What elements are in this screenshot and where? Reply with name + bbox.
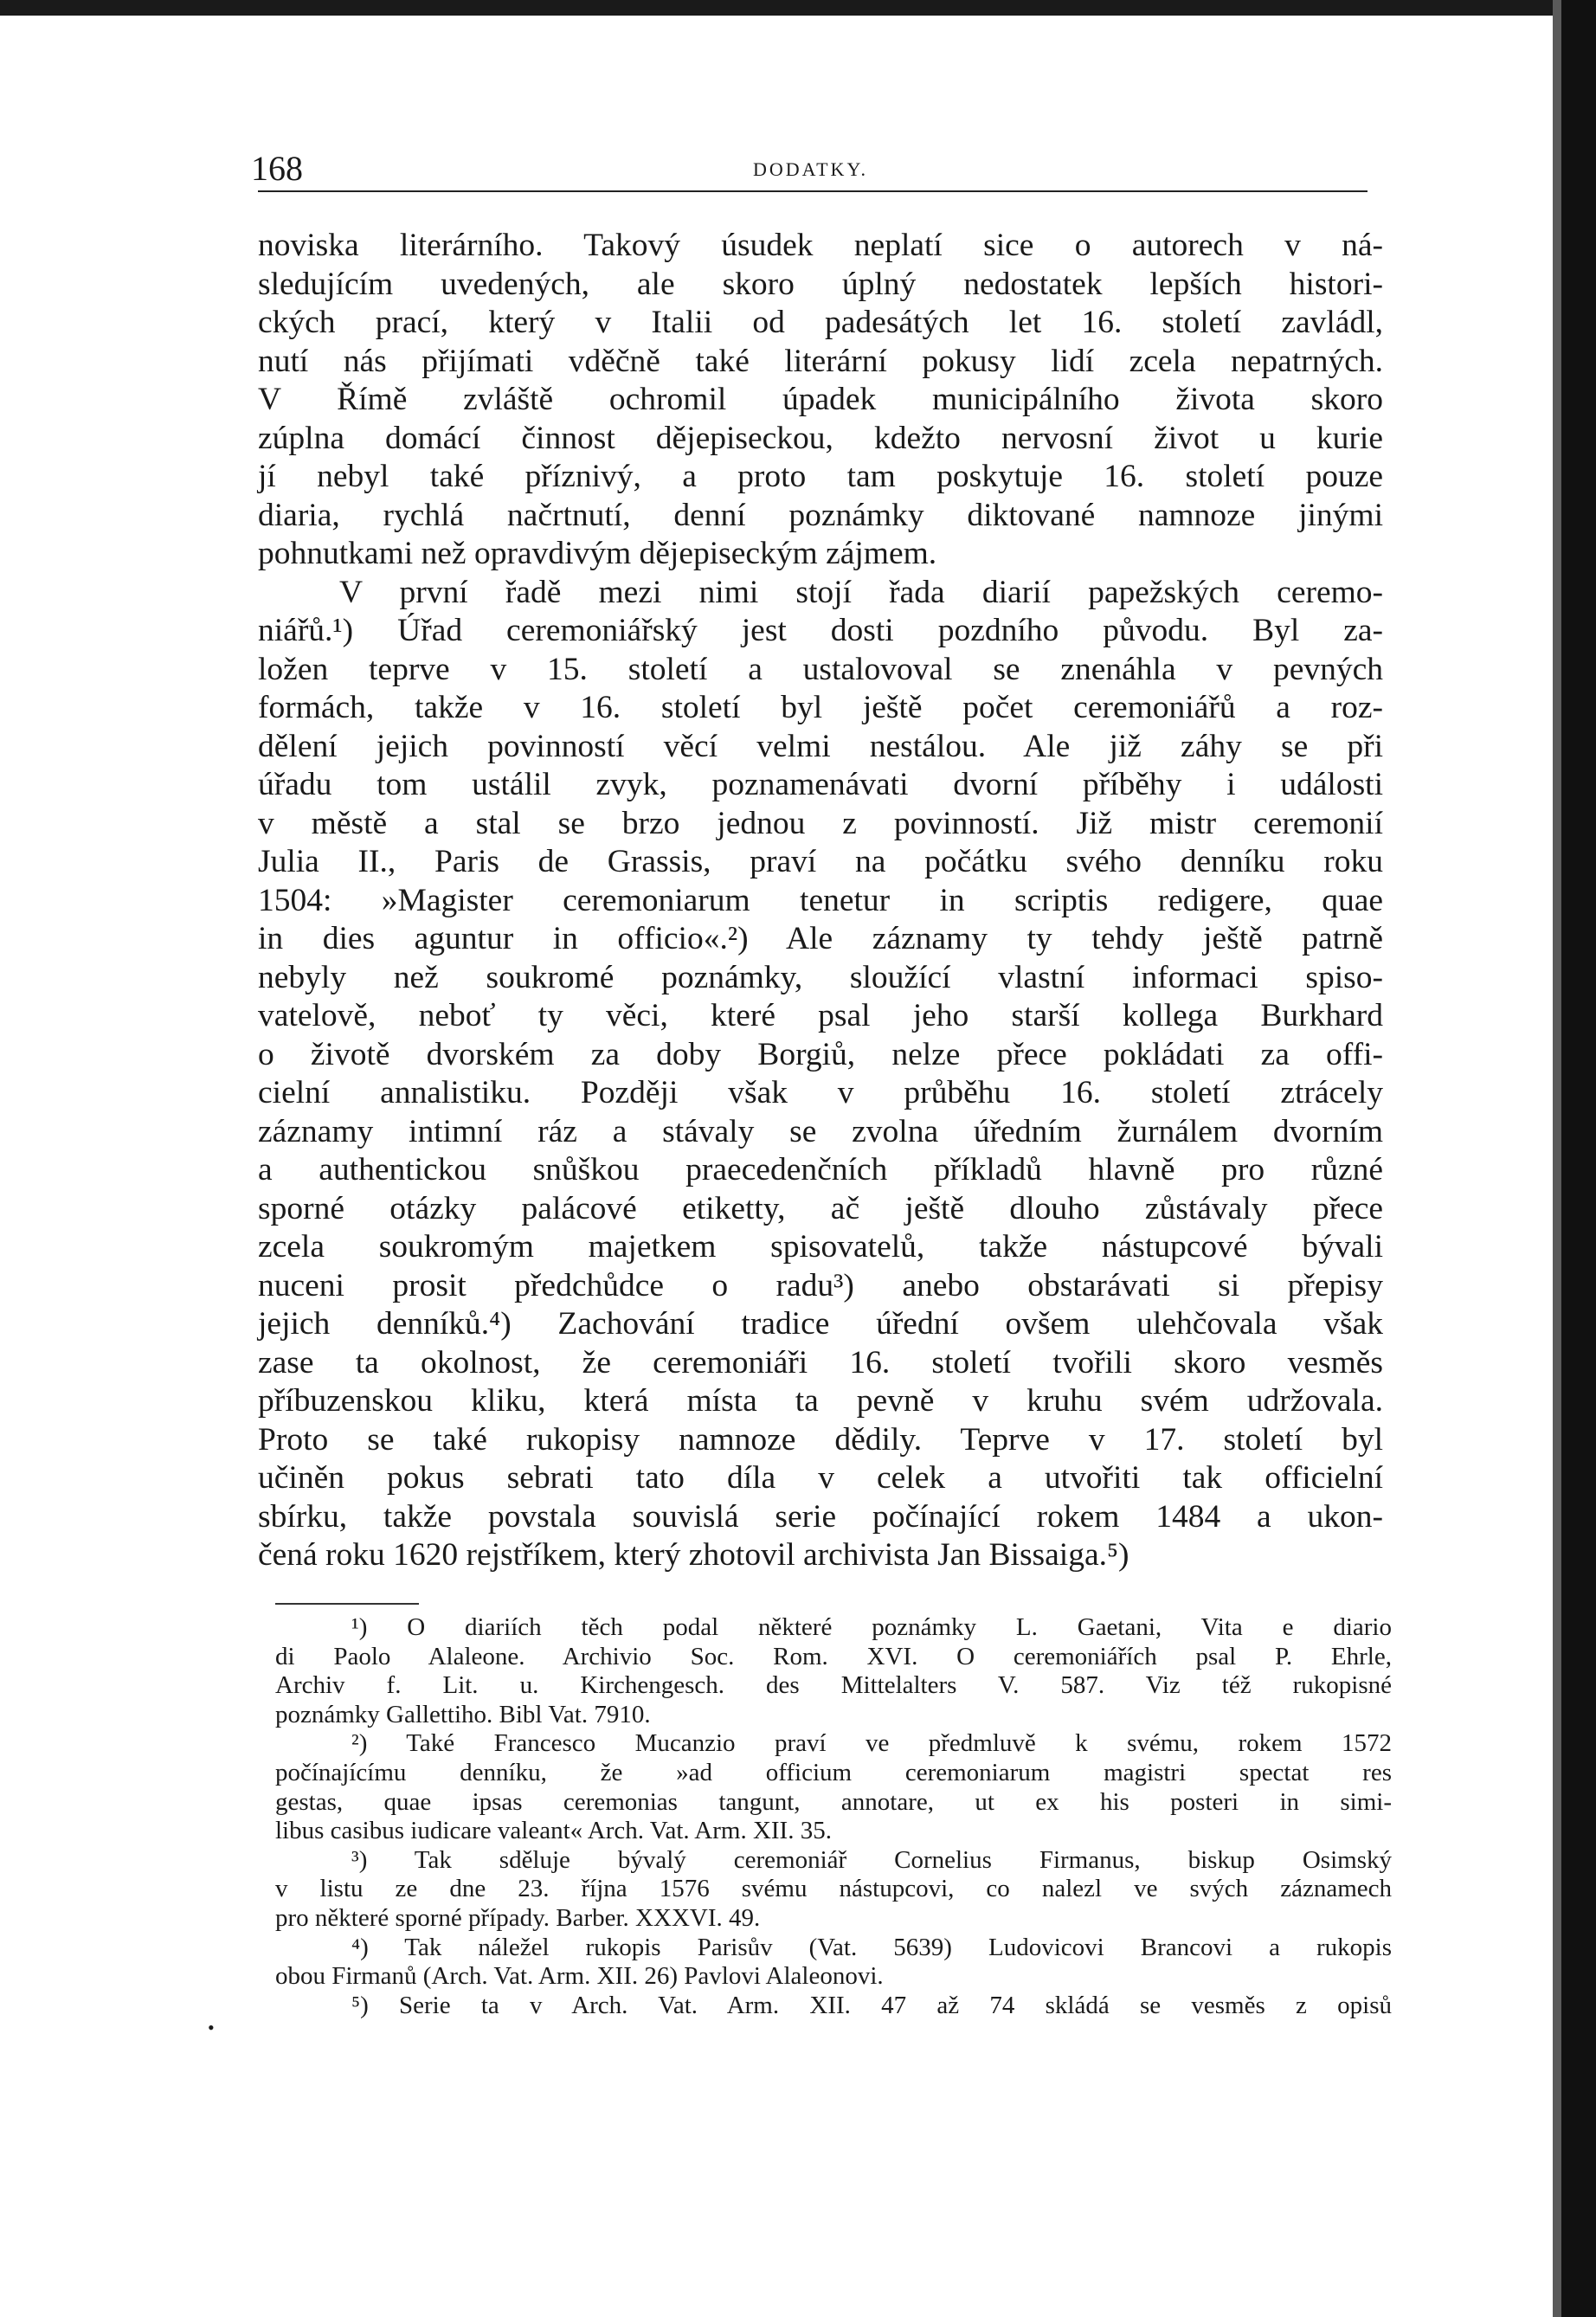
body-line: nuceni prosit předchůdce o radu³) anebo obstarávati si přepisy [258,1267,1383,1303]
body-line: sporné otázky palácové etiketty, ač ještě dlouho zůstávaly přece [258,1190,1383,1226]
body-line: Proto se také rukopisy namnoze dědily. Teprve v 17. století byl [258,1421,1383,1458]
footnote-line: poznámky Gallettiho. Bibl Vat. 7910. [275,1700,651,1728]
footnote-line: ³) Tak sděluje bývalý ceremoniář Cornelius Firmanus, biskup Osimský [351,1845,1392,1874]
footnote-line: počínajícímu denníku, že »ad officium ceremoniarum magistri spectat res [275,1758,1392,1786]
body-line: zcela soukromým majetkem spisovatelů, takže nástupcové bývali [258,1229,1383,1265]
body-line: pohnutkami než opravdivým dějepiseckým zájmem. [258,536,937,571]
body-line: jejich denníků.⁴) Zachování tradice úřední ovšem ulehčovala však [258,1306,1383,1342]
body-line: sledujícím uvedených, ale skoro úplný nedostatek lepších histori- [258,266,1383,302]
body-line: nebyly než soukromé poznámky, sloužící vlastní informaci spiso- [258,959,1383,995]
footnote-line: pro některé sporné případy. Barber. XXXVI. 49. [275,1903,761,1932]
body-line: sbírku, takže povstala souvislá serie počínající rokem 1484 a ukon- [258,1498,1383,1535]
body-text [258,227,1383,1575]
body-line: nutí nás přijímati vděčně také literární pokusy lidí zcela nepatrných. [258,343,1383,379]
footnote-line: gestas, quae ipsas ceremonias tangunt, annotare, ut ex his posteri in simi- [275,1787,1392,1816]
body-line: čená roku 1620 rejstříkem, který zhotovil archivista Jan Bissaiga.⁵) [258,1537,1129,1573]
footnote-line: ⁵) Serie ta v Arch. Vat. Arm. XII. 47 až 74 skládá se vesměs z opisů [351,1991,1392,2019]
scan-border-top [0,0,1596,16]
body-line: dělení jejich povinností věcí velmi nestálou. Ale již záhy se při [258,728,1383,764]
body-line: ckých prací, který v Italii od padesátých let 16. století zavládl, [258,305,1383,340]
body-line: jí nebyl také příznivý, a proto tam poskytuje 16. století pouze [258,459,1383,494]
footnote-line: Archiv f. Lit. u. Kirchengesch. des Mittelalters V. 587. Viz též rukopisné [275,1671,1392,1700]
body-line: Julia II., Paris de Grassis, praví na počátku svého denníku roku [258,844,1383,879]
body-line: zúplna domácí činnost dějepiseckou, kdežto nervosní život u kurie [258,420,1383,456]
body-line: in dies aguntur in officio«.²) Ale záznamy ty tehdy ještě patrně [258,921,1383,956]
body-line: V Římě zvláště ochromil úpadek municipálního života skoro [258,382,1383,417]
scan-border-right-shadow [1553,0,1561,2317]
body-line: zase ta okolnost, že ceremoniáři 16. století tvořili skoro vesměs [258,1344,1383,1381]
page-header [251,145,1368,192]
body-line: úřadu tom ustálil zvyk, poznamenávati dvorní příběhy i události [258,767,1383,802]
footnote-line: ²) Také Francesco Mucanzio praví ve předmluvě k svému, rokem 1572 [351,1729,1392,1758]
body-line: učiněn pokus sebrati tato díla v celek a utvořiti tak officielní [258,1460,1383,1496]
page-number: 168 [251,149,303,188]
body-line: vatelově, neboť ty věci, které psal jeho starší kollega Burkhard [258,998,1383,1033]
footnote-separator [275,1603,419,1605]
body-line: 1504: »Magister ceremoniarum tenetur in scriptis redigere, quae [258,882,1383,918]
body-line: záznamy intimní ráz a stávaly se zvolna úředním žurnálem dvorním [258,1113,1383,1149]
body-line: o životě dvorském za doby Borgiů, nelze přece pokládati za offi- [258,1036,1383,1072]
footnote-line: v listu ze dne 23. října 1576 svému nástupcovi, co nalezl ve svých záznamech [275,1875,1392,1903]
body-line: a authentickou snůškou praecedenčních příkladů hlavně pro různé [258,1152,1383,1187]
footnote-line: libus casibus iudicare valeant« Arch. Vat. Arm. XII. 35. [275,1817,832,1845]
body-line: diaria, rychlá načrtnutí, denní poznámky diktované namnoze jinými [258,497,1383,533]
running-head: DODATKY. [753,158,868,180]
footnote-line: ¹) O diariích těch podal některé poznámky L. Gaetani, Vita e diario [351,1613,1392,1641]
header-rule [258,190,1368,192]
footnote-line: ⁴) Tak náležel rukopis Parisův (Vat. 5639) Ludovicovi Brancovi a rukopis [351,1933,1392,1961]
footnote-line: obou Firmanů (Arch. Vat. Arm. XII. 26) Pavlovi Alaleonovi. [275,1962,884,1991]
body-line: v městě a stal se brzo jednou z povinností. Již mistr ceremonií [258,805,1383,841]
body-line: cielní annalistiku. Později však v průběhu 16. století ztrácely [258,1075,1383,1110]
footnotes [275,1613,1392,2020]
scan-border-right [1561,0,1596,2317]
body-line: ložen teprve v 15. století a ustalovoval se znenáhla v pevných [258,651,1383,687]
body-line: příbuzenskou kliku, která místa ta pevně v kruhu svém udržovala. [258,1383,1383,1419]
footnote-line: di Paolo Alaleone. Archivio Soc. Rom. XVI. O ceremoniářích psal P. Ehrle, [275,1642,1392,1670]
body-line: formách, takže v 16. století byl ještě počet ceremoniářů a roz- [258,690,1383,725]
body-line: noviska literárního. Takový úsudek neplatí sice o autorech v ná- [258,228,1383,263]
margin-mark: • [208,2017,215,2038]
body-line: niářů.¹) Úřad ceremoniářský jest dosti pozdního původu. Byl za- [258,613,1383,648]
body-line: V první řadě mezi nimi stojí řada diarií papežských ceremo- [339,574,1383,610]
